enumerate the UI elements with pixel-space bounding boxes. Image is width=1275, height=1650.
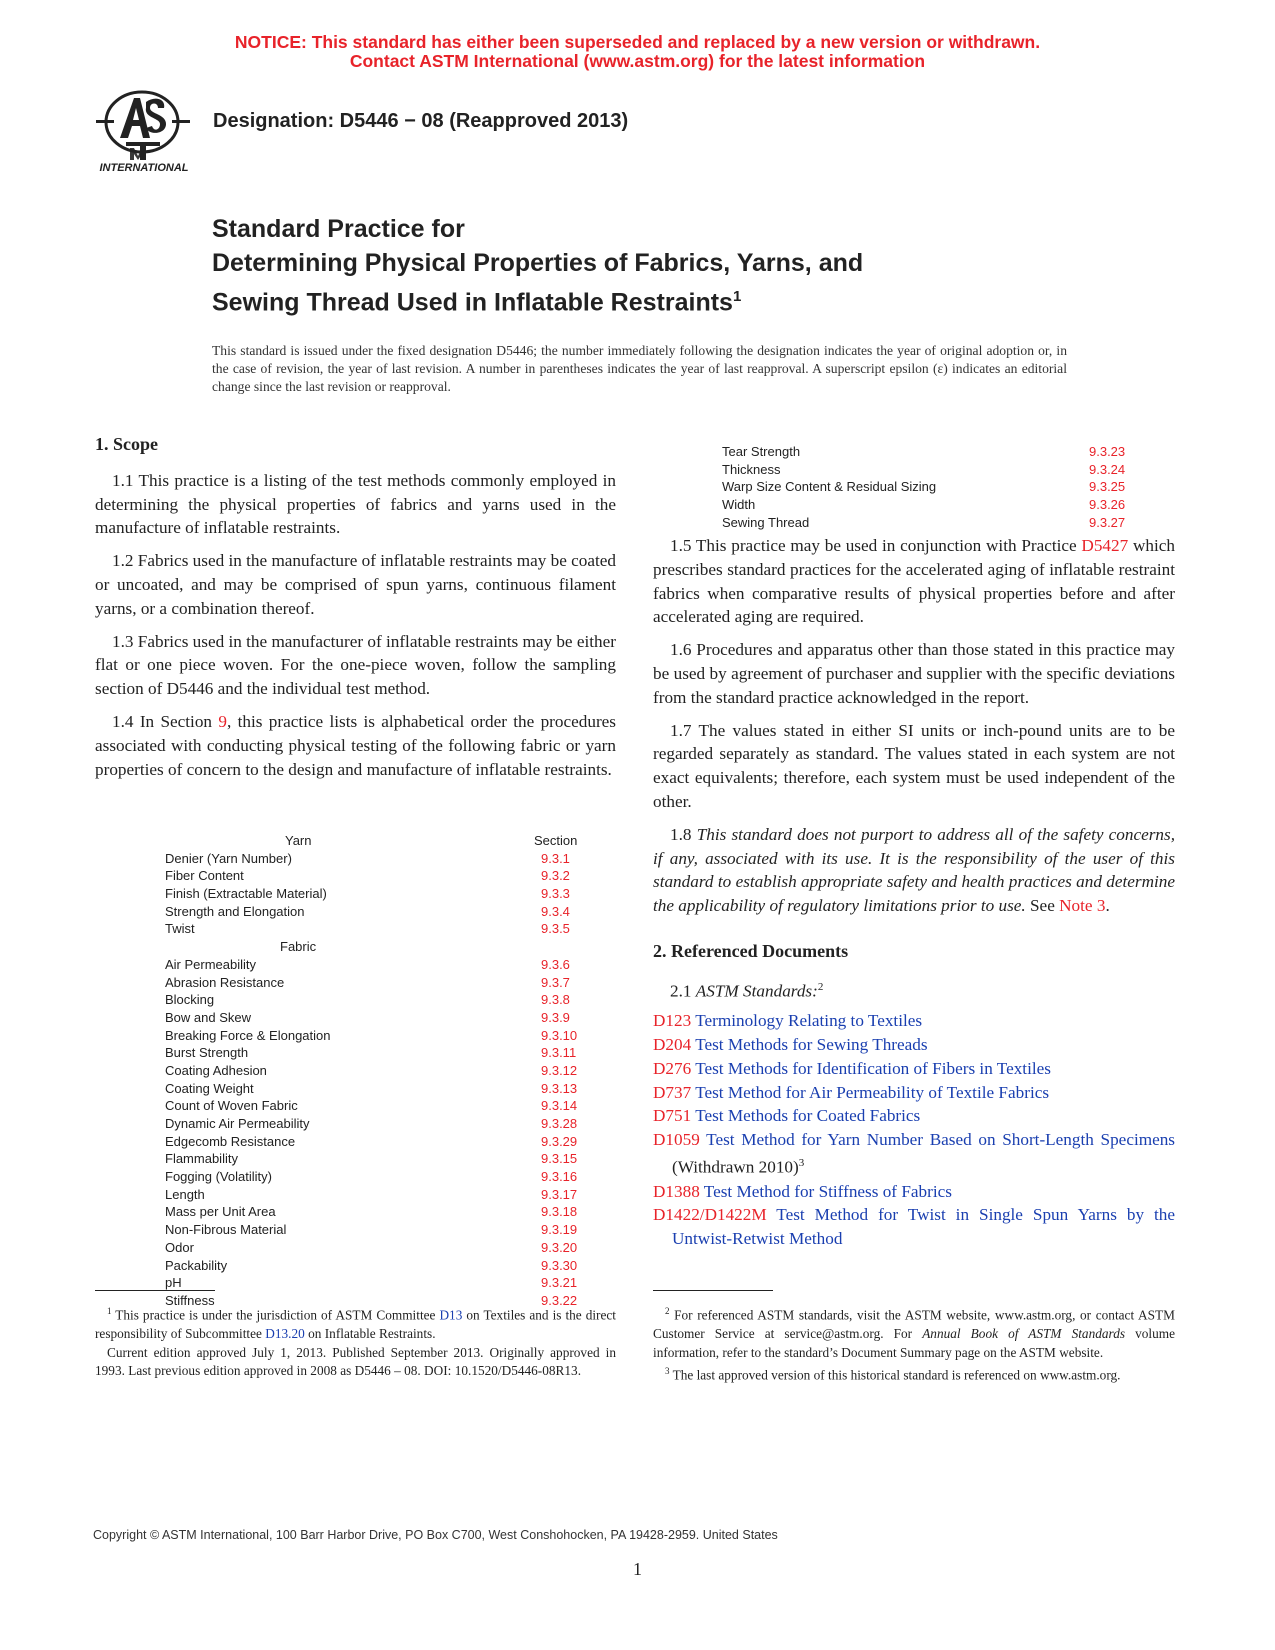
para-1-8-num: 1.8: [670, 824, 697, 844]
property-name: Dynamic Air Permeability: [165, 1116, 310, 1131]
property-name: Warp Size Content & Residual Sizing: [722, 479, 937, 495]
yarn-table-row: [165, 885, 595, 903]
section-link[interactable]: 9.3.20: [541, 1239, 578, 1255]
property-name: Non-Fibrous Material: [165, 1222, 287, 1238]
para-1-8: [653, 823, 1175, 918]
ref-title-link[interactable]: Test Methods for Coated Fabrics: [691, 1106, 921, 1126]
fn2-italic: Annual Book of ASTM Standards: [922, 1326, 1126, 1342]
fabric-table-row: [165, 1150, 595, 1168]
fabric-table-row: [165, 1027, 595, 1045]
fabric-table-row: [165, 1203, 595, 1221]
property-name: Flammability: [165, 1151, 238, 1167]
property-name: Fogging (Volatility): [165, 1169, 272, 1185]
astm-logo: [90, 82, 198, 174]
continued-table-row: [722, 461, 1142, 479]
section-link[interactable]: 9.3.18: [541, 1204, 578, 1220]
ref-title-link[interactable]: Test Method for Twist in Single Spun Yarns by the Untwist-Retwist Method: [672, 1205, 1175, 1249]
fn2-text-a: For referenced ASTM standards, visit the ASTM website, www.astm.org, or contact ASTM Customer Service at service@astm.org. For: [653, 1307, 1175, 1342]
footnotes-right: [653, 1302, 1175, 1385]
section-link[interactable]: 9.3.11: [541, 1045, 577, 1061]
ref-title-link[interactable]: Test Method for Air Permeability of Textile Fabrics: [691, 1082, 1050, 1102]
ref-code-link[interactable]: D1388: [653, 1181, 700, 1201]
reference-item: [653, 1057, 1175, 1081]
para-1-7: 1.7 The values stated in either SI units or inch-pound units are to be regarded separately as standard. The values stated in each system are not exact equivalents; therefore, each system must be used independent of the other.: [653, 720, 1175, 811]
section-link[interactable]: 9.3.1: [541, 850, 570, 866]
notice-line-2: Contact ASTM International (www.astm.org) for the latest information: [349, 51, 926, 71]
right-column: [653, 534, 1175, 1251]
refdocs-heading: 2. Referenced Documents: [653, 940, 849, 961]
para-1-8-end: .: [1105, 896, 1110, 916]
property-name: Coating Adhesion: [165, 1062, 267, 1078]
fn2-text-b: volume information, refer to the standard’s Document Summary page on the ASTM website.: [653, 1326, 1175, 1360]
fn1-text-c: on Inflatable Restraints.: [304, 1326, 436, 1342]
ref-title-link[interactable]: Test Methods for Identification of Fibers in Textiles: [691, 1058, 1051, 1078]
para-1-5-text-a: 1.5 This practice may be used in conjunction with Practice: [670, 536, 1082, 555]
continued-table-row: [722, 496, 1142, 514]
property-name: Air Permeability: [165, 956, 257, 972]
section-link[interactable]: 9.3.12: [541, 1062, 578, 1078]
fn1-mark: 1: [107, 1306, 112, 1316]
property-name: Packability: [165, 1257, 228, 1273]
section-link[interactable]: 9.3.17: [541, 1186, 578, 1202]
section-link[interactable]: 9.3.9: [541, 1009, 570, 1025]
section-link[interactable]: 9.3.8: [541, 992, 570, 1008]
section-link[interactable]: 9.3.26: [1089, 497, 1126, 513]
ref-withdrawn-note: (Withdrawn 2010): [672, 1157, 799, 1177]
section-link[interactable]: 9.3.2: [541, 868, 570, 884]
notice-line-1: NOTICE: This standard has either been superseded and replaced by a new version or withdrawn.: [234, 32, 1041, 52]
footnote-rule-right: [653, 1290, 773, 1291]
property-name: Twist: [165, 921, 195, 937]
ref-code-link[interactable]: D204: [653, 1035, 692, 1055]
para-1-1: 1.1 This practice is a listing of the test methods commonly employed in determining the physical properties of fabrics and yarns used in the manufacture of inflatable restraints.: [95, 470, 616, 538]
title-line-1: Standard Practice for: [212, 215, 465, 243]
property-name: Odor: [165, 1239, 194, 1255]
para-1-2: 1.2 Fabrics used in the manufacture of inflatable restraints may be coated or uncoated, and may be comprised of spun yarns, continuous filament yarns, or a combination thereof.: [95, 551, 616, 618]
logo-subtitle: INTERNATIONAL: [99, 162, 189, 174]
section-link[interactable]: 9.3.23: [1089, 444, 1126, 459]
section-link[interactable]: 9.3.16: [541, 1169, 578, 1185]
ref-footnote-mark: 3: [798, 1157, 805, 1170]
reference-item: [653, 1180, 1175, 1204]
section-link[interactable]: 9.3.28: [541, 1116, 578, 1131]
left-column: [95, 433, 616, 790]
property-name: Finish (Extractable Material): [165, 886, 327, 902]
section-9-link[interactable]: 9: [218, 711, 227, 731]
scope-heading: 1. Scope: [95, 434, 158, 454]
reference-item: [653, 1009, 1175, 1033]
fabric-table-row: [165, 956, 595, 974]
table-header: [165, 832, 595, 850]
fn1-text-a: This practice is under the jurisdiction of ASTM Committee: [111, 1307, 440, 1323]
reference-list: [653, 1009, 1175, 1251]
property-name: Width: [722, 497, 756, 513]
footnote-rule-left: [95, 1290, 215, 1291]
title-footnote-mark: 1: [732, 288, 742, 305]
section-link[interactable]: 9.3.15: [541, 1151, 578, 1167]
fabric-table-row: [165, 1080, 595, 1098]
property-name: pH: [165, 1275, 182, 1291]
reference-item: [653, 1104, 1175, 1128]
continued-table-row: [722, 443, 1142, 461]
property-name: Count of Woven Fabric: [165, 1098, 298, 1114]
copyright: Copyright © ASTM International, 100 Barr Harbor Drive, PO Box C700, West Conshohocken, PA 19428-2959. United States: [93, 1528, 778, 1542]
section-link[interactable]: 9.3.29: [541, 1133, 578, 1149]
ref-code-link[interactable]: D276: [653, 1058, 692, 1078]
refdocs-sub-num: 2.1: [670, 981, 696, 1001]
ref-title-link[interactable]: Test Method for Stiffness of Fabrics: [699, 1181, 952, 1201]
safety-caveat: This standard does not purport to address all of the safety concerns, if any, associated with its use. It is the responsibility of the user of this standard to establish appropriate safety and health practices and determine the applicability of regulatory limitations prior to use.: [653, 824, 1176, 916]
d5427-link[interactable]: D5427: [1081, 536, 1129, 555]
fabric-table-row: [165, 991, 595, 1009]
fabric-table-row: [165, 1115, 595, 1133]
fabric-table-row: [165, 1239, 595, 1257]
footnotes-left: [95, 1302, 616, 1381]
property-name: Blocking: [165, 992, 215, 1008]
ref-title-link[interactable]: Test Methods for Sewing Threads: [691, 1035, 928, 1055]
property-name: Stiffness: [165, 1292, 215, 1308]
para-1-6: 1.6 Procedures and apparatus other than those stated in this practice may be used by agreement of purchaser and supplier with the specific deviations from the standard practice acknowledged in the report.: [653, 640, 1175, 707]
section-link[interactable]: 9.3.30: [541, 1257, 578, 1273]
reference-item: [653, 1203, 1175, 1251]
title-line-3: [212, 280, 863, 319]
footnote-2: [653, 1302, 1175, 1362]
reference-item: [653, 1128, 1175, 1179]
section-link[interactable]: 9.3.21: [541, 1275, 578, 1291]
fabric-table-row: [165, 1186, 595, 1204]
property-name: Bow and Skew: [165, 1009, 251, 1025]
property-table: [165, 832, 595, 1310]
section-link[interactable]: 9.3.14: [541, 1098, 578, 1114]
section-link[interactable]: 9.3.7: [541, 974, 570, 990]
header-yarn: Yarn: [285, 833, 312, 848]
ref-title-link[interactable]: Test Method for Yarn Number Based on Short-Length Specimens: [699, 1130, 1175, 1150]
ref-code-link[interactable]: D737: [653, 1082, 692, 1102]
property-name: Fiber Content: [165, 868, 244, 884]
fabric-table-row: [165, 1168, 595, 1186]
ref-code-link[interactable]: D1422/D1422M: [653, 1205, 767, 1225]
note-3-link[interactable]: Note 3: [1059, 896, 1106, 916]
yarn-table-row: [165, 903, 595, 921]
refdocs-sub-title: ASTM Standards:: [695, 981, 818, 1001]
property-table-continued: [722, 443, 1142, 531]
fabric-table-row: [165, 1133, 595, 1151]
fn3-mark: 3: [665, 1366, 670, 1377]
property-name: Strength and Elongation: [165, 903, 305, 919]
property-name: Tear Strength: [722, 444, 801, 459]
d13-20-link[interactable]: D13.20: [265, 1326, 305, 1342]
fabric-rows: [165, 956, 595, 1310]
para-1-5-text-b: which prescribes standard practices for the accelerated aging of inflatable restraint fabrics when comparative results of physical properties before and after accelerated aging are required.: [653, 536, 1175, 627]
footnote-3: [653, 1362, 1175, 1385]
section-link[interactable]: 9.3.27: [1089, 514, 1126, 530]
fabric-table-row: [165, 1044, 595, 1062]
continued-rows: [722, 443, 1142, 531]
yarn-rows: [165, 850, 595, 938]
ref-code-link[interactable]: D1059: [653, 1130, 700, 1150]
yarn-table-row: [165, 850, 595, 868]
ref-code-link[interactable]: D123: [653, 1011, 692, 1031]
property-name: Coating Weight: [165, 1080, 254, 1096]
property-name: Sewing Thread: [722, 514, 810, 530]
fabric-table-row: [165, 1257, 595, 1275]
fabric-table-row: [165, 1097, 595, 1115]
fn1-text-b: on Textiles and is the direct responsibility of Subcommittee: [95, 1307, 616, 1342]
footnote-1-edition: Current edition approved July 1, 2013. Published September 2013. Originally approved in 1993. Last previous edition approved in 2008 as D5446 – 08. DOI: 10.1520/D5446-08R13.: [95, 1344, 616, 1379]
para-1-4-text-b: , this practice lists is alphabetical order the procedures associated with conducting physical testing of the following fabric or yarn properties of concern to the design and manufacture of inflatable restraints.: [95, 711, 616, 779]
fabric-table-row: [165, 1274, 595, 1292]
para-1-4: [95, 710, 616, 781]
continued-table-row: [722, 478, 1142, 496]
title-line-3-text: Sewing Thread Used in Inflatable Restraints: [212, 288, 733, 317]
fabric-table-row: [165, 1009, 595, 1027]
astm-standards-label: [653, 976, 1175, 1004]
issuance-note: This standard is issued under the fixed designation D5446; the number immediately following the designation indicates the year of original adoption or, in the case of revision, the year of last revision. A number in parentheses indicates the year of last reapproval. A superscript epsilon (ε) indicates an editorial change since the last revision or reapproval.: [212, 343, 1067, 394]
reference-item: [653, 1033, 1175, 1057]
section-link[interactable]: 9.3.10: [541, 1027, 578, 1043]
ref-code-link[interactable]: D751: [653, 1106, 692, 1126]
ref-title-link[interactable]: Terminology Relating to Textiles: [691, 1011, 923, 1031]
footnote-1: [95, 1302, 616, 1344]
property-name: Edgecomb Resistance: [165, 1133, 296, 1149]
page-number: 1: [633, 1559, 642, 1579]
property-name: Abrasion Resistance: [165, 974, 285, 990]
fabric-table-row: [165, 1062, 595, 1080]
fabric-subheader: Fabric: [280, 939, 317, 955]
section-link[interactable]: 9.3.22: [541, 1292, 578, 1308]
property-name: Denier (Yarn Number): [165, 850, 292, 866]
property-name: Burst Strength: [165, 1045, 249, 1061]
yarn-table-row: [165, 920, 595, 938]
para-1-3: 1.3 Fabrics used in the manufacturer of inflatable restraints may be either flat or one piece woven. For the one-piece woven, follow the sampling section of D5446 and the individual test method.: [95, 631, 616, 699]
withdrawn-notice: [0, 33, 1275, 71]
section-link[interactable]: 9.3.5: [541, 921, 570, 937]
property-name: Length: [165, 1186, 205, 1202]
continued-table-row: [722, 514, 1142, 532]
designation: Designation: D5446 − 08 (Reapproved 2013): [213, 110, 629, 132]
section-link[interactable]: 9.3.19: [541, 1222, 578, 1238]
fabric-table-row: [165, 1221, 595, 1239]
section-link[interactable]: 9.3.3: [541, 886, 570, 902]
document-title: [212, 212, 863, 319]
title-line-2: Determining Physical Properties of Fabrics, Yarns, and: [212, 249, 864, 277]
fn2-mark: 2: [665, 1306, 670, 1316]
section-link[interactable]: 9.3.6: [541, 956, 570, 972]
yarn-table-row: [165, 867, 595, 885]
d13-link[interactable]: D13: [439, 1307, 463, 1323]
property-name: Thickness: [722, 461, 781, 477]
section-link[interactable]: 9.3.13: [541, 1080, 578, 1096]
property-name: Mass per Unit Area: [165, 1204, 276, 1220]
section-link[interactable]: 9.3.24: [1089, 461, 1126, 477]
refdocs-sub-sup: 2: [817, 980, 824, 993]
para-1-8-see: See: [1025, 896, 1060, 916]
para-1-4-text-a: 1.4 In Section: [112, 711, 219, 731]
property-name: Breaking Force & Elongation: [165, 1027, 331, 1043]
fn3-text: The last approved version of this historical standard is referenced on www.astm.org.: [669, 1367, 1121, 1383]
reference-item: [653, 1081, 1175, 1105]
fabric-table-row: [165, 974, 595, 992]
para-1-5: [653, 534, 1175, 629]
section-link[interactable]: 9.3.25: [1089, 479, 1126, 495]
section-link[interactable]: 9.3.4: [541, 903, 570, 919]
header-section: Section: [534, 833, 578, 848]
